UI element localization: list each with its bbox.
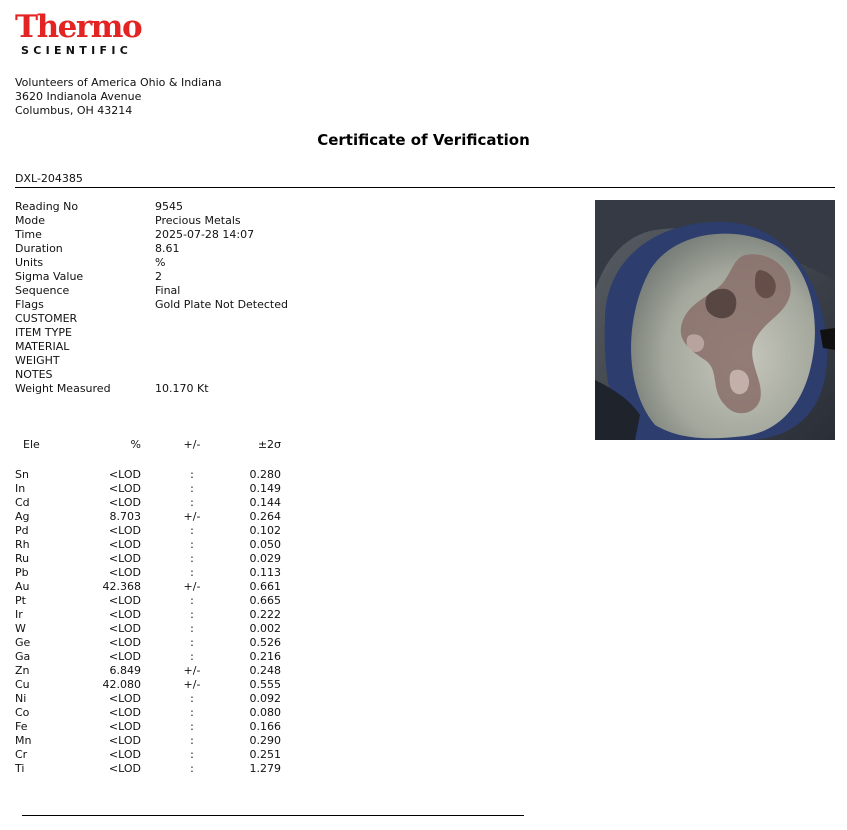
field-row — [15, 270, 288, 284]
field-row — [15, 242, 288, 256]
signature-line — [22, 815, 524, 816]
field-row — [15, 228, 288, 242]
element-symbol: Ge — [15, 636, 31, 649]
field-label: ITEM TYPE — [15, 326, 72, 339]
element-symbol: Rh — [15, 538, 30, 551]
element-plus-minus: : — [190, 650, 194, 663]
element-two-sigma: 0.002 — [249, 622, 281, 635]
element-percent: <LOD — [108, 566, 141, 579]
element-percent: <LOD — [108, 720, 141, 733]
element-plus-minus: : — [190, 482, 194, 495]
table-row — [15, 580, 281, 594]
field-value: Final — [155, 284, 181, 297]
element-symbol: Ag — [15, 510, 30, 523]
table-row — [15, 762, 281, 776]
element-symbol: Cd — [15, 496, 30, 509]
header-ele: Ele — [23, 438, 40, 451]
header-percent: % — [130, 438, 141, 451]
element-two-sigma: 0.216 — [249, 650, 281, 663]
element-percent: <LOD — [108, 538, 141, 551]
table-row — [15, 636, 281, 650]
address-block — [15, 76, 222, 118]
table-row — [15, 566, 281, 580]
field-row — [15, 312, 288, 326]
element-percent: <LOD — [108, 608, 141, 621]
logo-brand: Thermo — [15, 9, 142, 45]
element-percent: 42.368 — [102, 580, 141, 593]
document-id: DXL-204385 — [15, 172, 83, 185]
element-plus-minus: : — [190, 552, 194, 565]
field-row — [15, 368, 288, 382]
field-row — [15, 382, 288, 396]
table-row — [15, 622, 281, 636]
element-two-sigma: 0.149 — [249, 482, 281, 495]
field-row — [15, 200, 288, 214]
header-two-sigma: ±2σ — [257, 438, 281, 451]
field-value: Precious Metals — [155, 214, 241, 227]
element-plus-minus: : — [190, 468, 194, 481]
field-value: 9545 — [155, 200, 183, 213]
element-two-sigma: 0.264 — [249, 510, 281, 523]
element-plus-minus: : — [190, 692, 194, 705]
field-row — [15, 354, 288, 368]
logo-sub: SCIENTIFIC — [21, 44, 133, 57]
address-line-3: Columbus, OH 43214 — [15, 104, 133, 117]
element-plus-minus: : — [190, 762, 194, 775]
element-plus-minus: : — [190, 538, 194, 551]
element-two-sigma: 0.092 — [249, 692, 281, 705]
element-two-sigma: 0.166 — [249, 720, 281, 733]
element-percent: <LOD — [108, 636, 141, 649]
element-two-sigma: 0.102 — [249, 524, 281, 537]
element-percent: <LOD — [108, 706, 141, 719]
thermo-scientific-logo — [15, 9, 165, 57]
table-body — [15, 468, 281, 776]
field-value: 2025-07-28 14:07 — [155, 228, 255, 241]
field-label: NOTES — [15, 368, 53, 381]
element-two-sigma: 0.555 — [249, 678, 281, 691]
field-label: Mode — [15, 214, 45, 227]
table-row — [15, 706, 281, 720]
element-plus-minus: +/- — [183, 580, 201, 593]
element-symbol: Ir — [15, 608, 23, 621]
field-label: Units — [15, 256, 44, 269]
element-plus-minus: : — [190, 594, 194, 607]
table-row — [15, 664, 281, 678]
element-two-sigma: 0.222 — [249, 608, 281, 621]
element-plus-minus: : — [190, 636, 194, 649]
element-percent: <LOD — [108, 594, 141, 607]
element-symbol: Cr — [15, 748, 28, 761]
table-row — [15, 538, 281, 552]
element-percent: <LOD — [108, 748, 141, 761]
element-symbol: Pb — [15, 566, 29, 579]
table-row — [15, 482, 281, 496]
element-two-sigma: 0.526 — [249, 636, 281, 649]
element-plus-minus: +/- — [183, 664, 201, 677]
field-row — [15, 214, 288, 228]
field-row — [15, 284, 288, 298]
field-value: 10.170 Kt — [155, 382, 209, 395]
element-plus-minus: : — [190, 748, 194, 761]
table-row — [15, 608, 281, 622]
element-two-sigma: 0.144 — [249, 496, 281, 509]
element-symbol: In — [15, 482, 26, 495]
element-symbol: Fe — [15, 720, 28, 733]
element-symbol: Pt — [15, 594, 26, 607]
element-two-sigma: 0.029 — [249, 552, 281, 565]
element-percent: <LOD — [108, 468, 141, 481]
element-symbol: Zn — [15, 664, 30, 677]
element-percent: <LOD — [108, 482, 141, 495]
element-symbol: Au — [15, 580, 30, 593]
element-plus-minus: : — [190, 622, 194, 635]
element-percent: <LOD — [108, 692, 141, 705]
table-row — [15, 720, 281, 734]
element-plus-minus: +/- — [183, 678, 201, 691]
element-symbol: Ru — [15, 552, 30, 565]
field-label: Sequence — [15, 284, 70, 297]
element-plus-minus: : — [190, 608, 194, 621]
field-row — [15, 298, 288, 312]
element-plus-minus: : — [190, 524, 194, 537]
element-results-table — [15, 438, 281, 776]
element-percent: <LOD — [108, 496, 141, 509]
element-percent: <LOD — [108, 650, 141, 663]
element-two-sigma: 0.665 — [249, 594, 281, 607]
field-label: Weight Measured — [15, 382, 111, 395]
header-divider — [15, 187, 835, 188]
element-plus-minus: : — [190, 496, 194, 509]
table-row — [15, 510, 281, 524]
page-title: Certificate of Verification — [317, 131, 530, 149]
field-row — [15, 256, 288, 270]
field-value: % — [155, 256, 166, 269]
table-row — [15, 734, 281, 748]
table-row — [15, 748, 281, 762]
field-label: WEIGHT — [15, 354, 60, 367]
element-symbol: Cu — [15, 678, 30, 691]
element-percent: 42.080 — [102, 678, 141, 691]
element-plus-minus: : — [190, 706, 194, 719]
element-symbol: Ti — [15, 762, 25, 775]
element-percent: <LOD — [108, 552, 141, 565]
address-line-2: 3620 Indianola Avenue — [15, 90, 142, 103]
table-row — [15, 468, 281, 482]
element-two-sigma: 1.279 — [249, 762, 281, 775]
element-plus-minus: : — [190, 566, 194, 579]
element-percent: <LOD — [108, 762, 141, 775]
field-value: Gold Plate Not Detected — [155, 298, 288, 311]
element-two-sigma: 0.251 — [249, 748, 281, 761]
element-percent: 8.703 — [109, 510, 141, 523]
field-value: 2 — [155, 270, 162, 283]
field-label: Flags — [15, 298, 44, 311]
element-symbol: Ga — [15, 650, 31, 663]
table-row — [15, 594, 281, 608]
element-two-sigma: 0.113 — [249, 566, 281, 579]
field-row — [15, 326, 288, 340]
field-label: CUSTOMER — [15, 312, 78, 325]
element-two-sigma: 0.050 — [249, 538, 281, 551]
field-value: 8.61 — [155, 242, 180, 255]
sample-camera-image — [595, 200, 835, 440]
element-two-sigma: 0.080 — [249, 706, 281, 719]
element-percent: <LOD — [108, 734, 141, 747]
field-label: Time — [15, 228, 42, 241]
table-row — [15, 524, 281, 538]
table-row — [15, 678, 281, 692]
field-label: Sigma Value — [15, 270, 84, 283]
element-symbol: Pd — [15, 524, 29, 537]
field-row — [15, 340, 288, 354]
element-symbol: Mn — [15, 734, 32, 747]
element-percent: <LOD — [108, 524, 141, 537]
address-line-1: Volunteers of America Ohio & Indiana — [15, 76, 222, 89]
element-symbol: Co — [15, 706, 30, 719]
element-plus-minus: : — [190, 720, 194, 733]
element-symbol: Sn — [15, 468, 29, 481]
table-row — [15, 496, 281, 510]
table-header-row — [15, 438, 281, 452]
element-symbol: Ni — [15, 692, 27, 705]
element-plus-minus: +/- — [183, 510, 201, 523]
field-label: MATERIAL — [15, 340, 70, 353]
field-label: Reading No — [15, 200, 79, 213]
element-two-sigma: 0.248 — [249, 664, 281, 677]
element-two-sigma: 0.661 — [249, 580, 281, 593]
table-row — [15, 552, 281, 566]
field-label: Duration — [15, 242, 63, 255]
reading-fields — [15, 200, 288, 396]
element-two-sigma: 0.280 — [249, 468, 281, 481]
header-plus-minus: +/- — [183, 438, 201, 451]
table-row — [15, 650, 281, 664]
element-symbol: W — [15, 622, 26, 635]
element-percent: <LOD — [108, 622, 141, 635]
element-percent: 6.849 — [109, 664, 141, 677]
element-two-sigma: 0.290 — [249, 734, 281, 747]
element-plus-minus: : — [190, 734, 194, 747]
table-row — [15, 692, 281, 706]
